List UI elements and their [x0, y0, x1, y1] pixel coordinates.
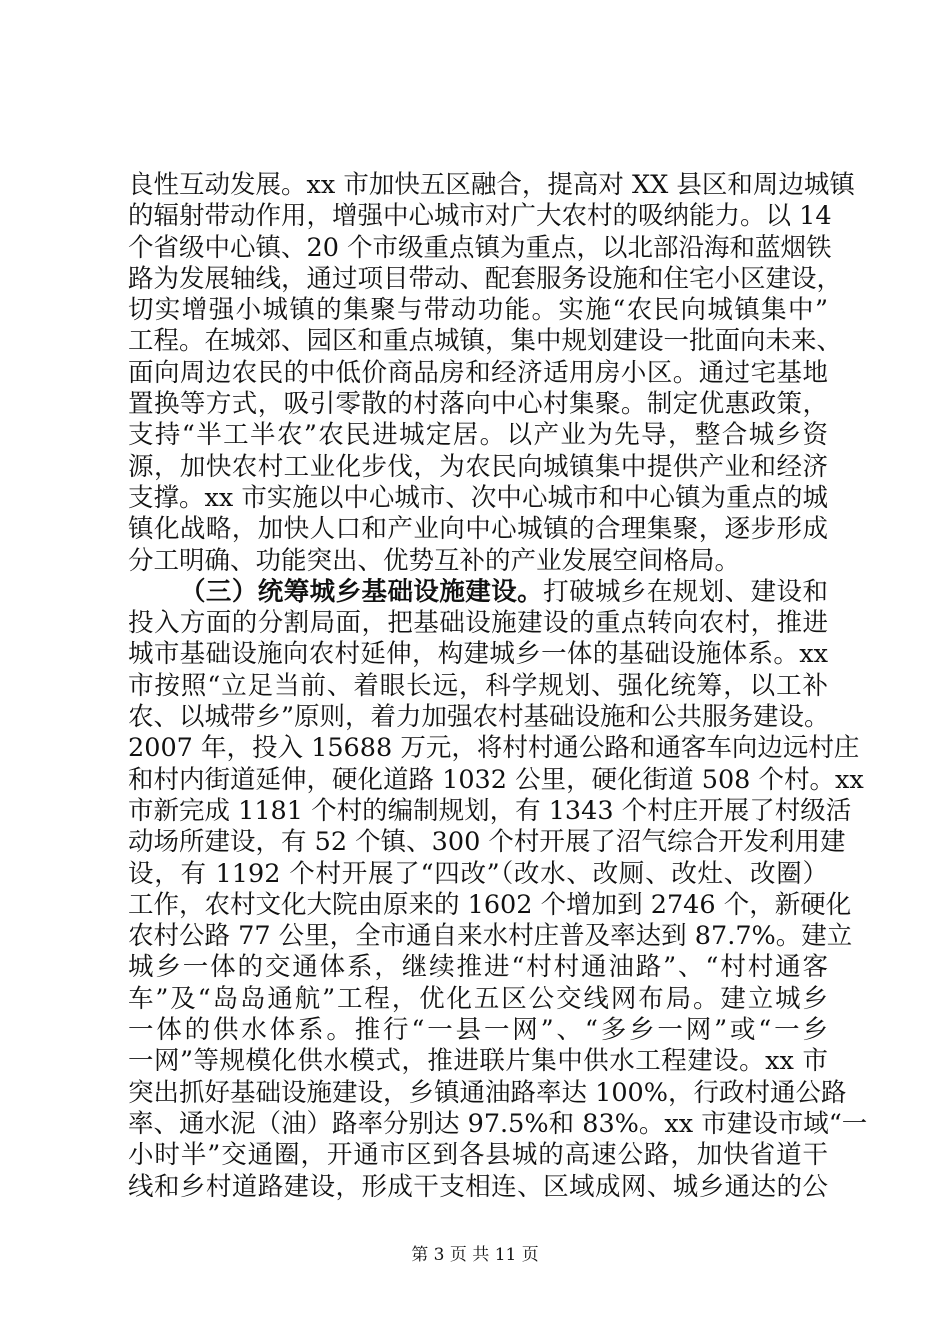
text-line: 市新完成 1181 个村的编制规划，有 1343 个村庄开展了村级活 [128, 795, 852, 826]
text-line: 线和乡村道路建设，形成干支相连、区域成网、城乡通达的公 [128, 1171, 828, 1202]
text-line: 突出抓好基础设施建设，乡镇通油路率达 100%，行政村通公路 [128, 1077, 847, 1108]
text-line: 支撑。xx 市实施以中心城市、次中心城市和中心镇为重点的城 [128, 482, 828, 513]
section-heading: （三）统筹城乡基础设施建设。 [180, 576, 544, 607]
text-line: 路为发展轴线，通过项目带动、配套服务设施和住宅小区建设， [128, 263, 843, 294]
text-line: 的辐射带动作用，增强中心城市对广大农村的吸纳能力。以 14 [128, 201, 832, 232]
section-heading-rest: 打破城乡在规划、建设和 [543, 576, 828, 607]
text-line: 源，加快农村工业化步伐，为农民向城镇集中提供产业和经济 [128, 451, 828, 482]
text-line: 个省级中心镇、20 个市级重点镇为重点，以北部沿海和蓝烟铁 [128, 232, 832, 263]
text-line: 镇化战略，加快人口和产业向中心城镇的合理集聚，逐步形成 [128, 514, 828, 545]
text-line: 市按照“立足当前、着眼长远，科学规划、强化统筹，以工补 [128, 670, 828, 701]
text-line: 设，有 1192 个村开展了“四改”（改水、改厕、改灶、改圈） [128, 858, 828, 889]
text-line: 一网”等规模化供水模式，推进联片集中供水工程建设。xx 市 [128, 1046, 828, 1077]
text-line: 农村公路 77 公里，全市通自来水村庄普及率达到 87.7%。建立 [128, 921, 853, 952]
text-line: 工程。在城郊、园区和重点城镇，集中规划建设一批面向未来、 [128, 326, 843, 357]
text-line: 率、通水泥（油）路率分别达 97.5%和 83%。xx 市建设市域“一 [128, 1108, 868, 1139]
text-line: 城乡一体的交通体系，继续推进“村村通油路”、“村村通客 [128, 952, 828, 983]
text-line: 投入方面的分割局面，把基础设施建设的重点转向农村，推进 [128, 608, 828, 639]
text-line: 置换等方式，吸引零散的村落向中心村集聚。制定优惠政策， [128, 389, 828, 420]
text-line: 工作，农村文化大院由原来的 1602 个增加到 2746 个，新硬化 [128, 889, 852, 920]
page-number: 第 3 页 共 11 页 [411, 1245, 539, 1265]
text-line: 2007 年，投入 15688 万元，将村村通公路和通客车向边远村庄 [128, 733, 860, 764]
section-heading-line [128, 577, 828, 608]
text-line: 分工明确、功能突出、优势互补的产业发展空间格局。 [128, 545, 741, 576]
body-text [128, 170, 868, 1203]
text-line: 城市基础设施向农村延伸，构建城乡一体的基础设施体系。xx [128, 639, 828, 670]
text-line: 动场所建设，有 52 个镇、300 个村开展了沼气综合开发利用建 [128, 827, 846, 858]
text-line: 和村内街道延伸，硬化道路 1032 公里，硬化街道 508 个村。xx [128, 764, 864, 795]
text-line: 小时半”交通圈，开通市区到各县城的高速公路，加快省道干 [128, 1140, 828, 1171]
text-line: 良性互动发展。xx 市加快五区融合，提高对 XX 县区和周边城镇 [128, 170, 855, 200]
text-line: 一体的供水体系。推行“一县一网”、“多乡一网”或“一乡 [128, 1015, 828, 1046]
text-line: 支持“半工半农”农民进城定居。以产业为先导，整合城乡资 [128, 420, 828, 451]
page-footer [0, 1240, 950, 1265]
text-line: 切实增强小城镇的集聚与带动功能。实施“农民向城镇集中” [128, 295, 828, 326]
text-line: 面向周边农民的中低价商品房和经济适用房小区。通过宅基地 [128, 357, 828, 388]
text-line: 车”及“岛岛通航”工程，优化五区公交线网布局。建立城乡 [128, 983, 828, 1014]
text-line: 农、以城带乡”原则，着力加强农村基础设施和公共服务建设。 [128, 702, 830, 733]
